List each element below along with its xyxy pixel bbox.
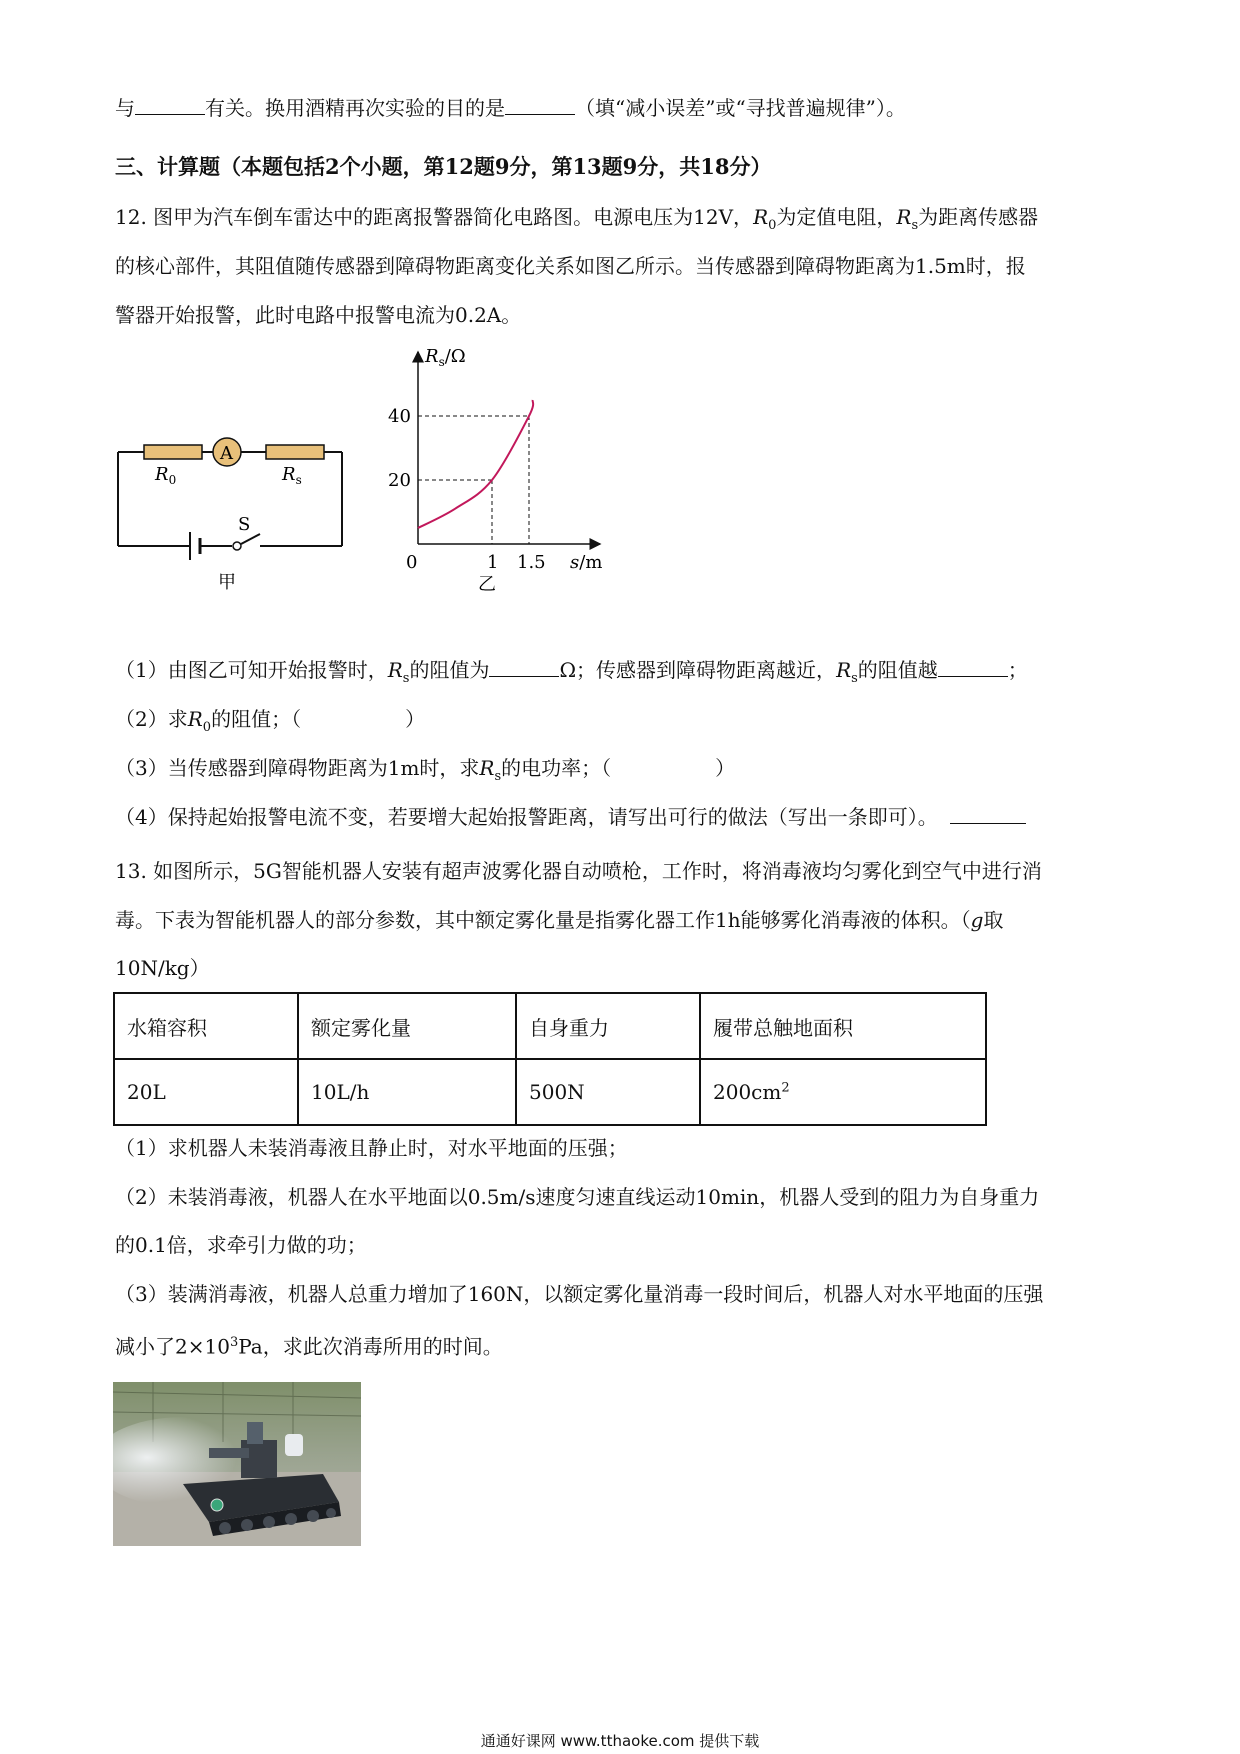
y-tick-40: 40 — [388, 406, 411, 427]
table-header-cell: 水箱容积 — [114, 993, 298, 1059]
answer-blank — [135, 94, 205, 115]
x-tick-0: 0 — [406, 552, 418, 573]
answer-blank — [938, 656, 1008, 677]
q13-sub-1: （1）求机器人未装消毒液且静止时，对水平地面的压强； — [115, 1136, 628, 1160]
resistor-rs — [266, 445, 324, 459]
q12-sub-4: （4）保持起始报警电流不变，若要增大起始报警距离，请写出可行的做法（写出一条即可）。 — [115, 803, 1026, 831]
label-switch: S — [238, 514, 251, 535]
label-ammeter: A — [220, 443, 233, 464]
q13-sub-3-line-1: （3）装满消毒液，机器人总重力增加了160N，以额定雾化量消毒一段时间后，机器人对水平地面的压强 — [115, 1282, 1044, 1306]
q13-sub-2-line-1: （2）未装消毒液，机器人在水平地面以0.5m/s速度匀速直线运动10min，机器人受到的阻力为自身重力 — [115, 1185, 1040, 1209]
y-axis-label: $R_s/\Omega$ — [425, 346, 466, 369]
q13-sub-3-line-2: 减小了$2\times 10^3Pa$，求此次消毒所用的时间。 — [115, 1334, 503, 1359]
q13-sub-2-line-2: 的0.1倍，求牵引力做的功； — [115, 1233, 367, 1257]
y-tick-20: 20 — [388, 470, 411, 491]
table-row — [114, 993, 986, 1059]
q12-line-1: 12. 图甲为汽车倒车雷达中的距离报警器简化电路图。电源电压为12V，$R_0$为定值电阻，$R_s$为距离传感器 — [115, 205, 1039, 233]
q12-sub-1: （1）由图乙可知开始报警时，$R_s$的阻值为 Ω；传感器到障碍物距离越近，$R_s$的阻值越 ； — [115, 658, 1028, 686]
answer-blank — [505, 94, 575, 115]
q12-sub-3: （3）当传感器到障碍物距离为1m时，求$R_s$的电功率；（ ） — [115, 756, 736, 784]
table-cell: 10L/h — [298, 1059, 516, 1125]
caption-yi: 乙 — [478, 574, 496, 595]
switch-contact — [233, 542, 241, 550]
table-header-cell: 额定雾化量 — [298, 993, 516, 1059]
resistor-r0 — [144, 445, 202, 459]
switch-lever — [241, 534, 260, 544]
table-header-cell: 自身重力 — [516, 993, 700, 1059]
x-tick-1: 1 — [487, 552, 499, 573]
table-header-cell: 履带总触地面积 — [700, 993, 986, 1059]
circuit-diagram — [110, 430, 350, 600]
q12-line-2: 的核心部件，其阻值随传感器到障碍物距离变化关系如图乙所示。当传感器到障碍物距离为1.5m时，报 — [115, 254, 1026, 278]
q13-line-3: 10N/kg） — [115, 956, 210, 980]
continuation-line: 与 有关。换用酒精再次实验的目的是 （填“减小误差”或“寻找普遍规律”）。 — [115, 96, 906, 120]
table-cell: 500N — [516, 1059, 700, 1125]
q12-sub-2: （2）求$R_0$的阻值；（ ） — [115, 707, 426, 735]
table-row — [114, 1059, 986, 1125]
rs-curve — [418, 400, 533, 528]
robot-photo — [113, 1382, 361, 1546]
x-axis-label: s/m — [570, 552, 603, 573]
table-cell: 20L — [114, 1059, 298, 1125]
caption-jia: 甲 — [218, 572, 236, 593]
section-title: 三、计算题（本题包括2个小题，第12题9分，第13题9分，共18分） — [115, 154, 772, 179]
answer-blank — [489, 656, 559, 677]
x-tick-1-5: 1.5 — [517, 552, 546, 573]
parameter-table — [113, 992, 987, 1126]
q13-line-2: 毒。下表为智能机器人的部分参数，其中额定雾化量是指雾化器工作1h能够雾化消毒液的体积。（g取 — [115, 908, 1004, 932]
label-rs: $R_s$ — [282, 464, 302, 487]
table-cell: $200cm^2$ — [700, 1059, 986, 1125]
resistance-distance-graph — [370, 340, 630, 600]
answer-blank — [950, 803, 1026, 824]
q12-line-3: 警器开始报警，此时电路中报警电流为0.2A。 — [115, 303, 522, 327]
q13-line-1: 13. 如图所示，5G智能机器人安装有超声波雾化器自动喷枪，工作时，将消毒液均匀雾化到空气中进行消 — [115, 859, 1042, 883]
footer-source: 通通好课网 www.tthaoke.com 提供下载 — [480, 1732, 760, 1750]
label-r0: $R_0$ — [155, 464, 177, 487]
